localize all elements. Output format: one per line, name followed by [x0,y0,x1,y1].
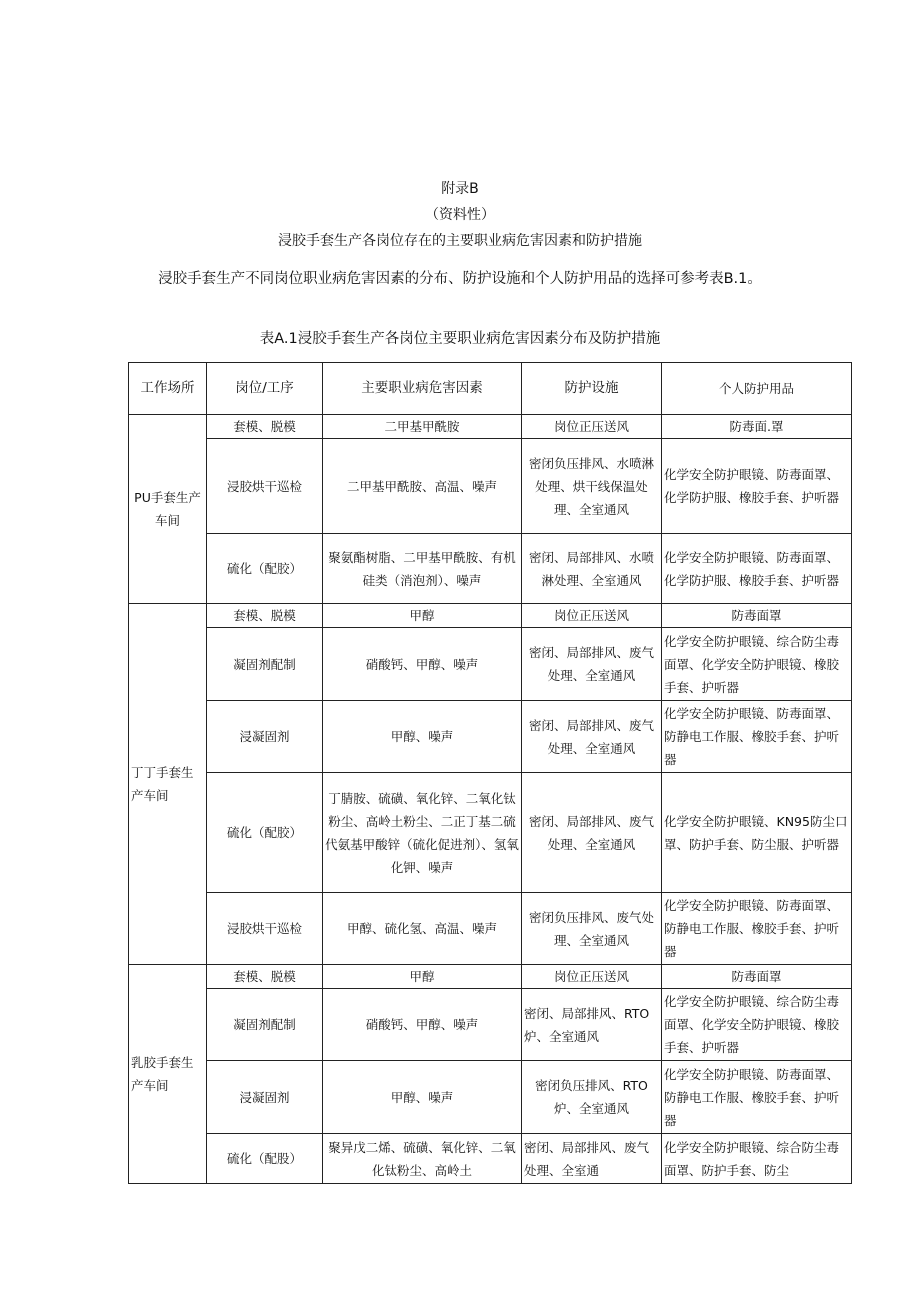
ppe-cell: 防毒面罩 [662,965,852,989]
table-row [129,1134,852,1184]
facility-cell: 密闭负压排风、RTO炉、全室通风 [522,1061,662,1134]
hazard-cell: 甲醇 [323,604,522,628]
post-cell: 浸凝固剂 [207,1061,323,1134]
post-cell: 硫化（配胶） [207,534,323,604]
ppe-cell: 化学安全防护眼镜、防毒面罩、化学防护服、橡胶手套、护听器 [662,439,852,534]
table-row [129,773,852,893]
appendix-title: 浸胶手套生产各岗位存在的主要职业病危害因素和防护措施 [278,233,642,249]
post-cell: 硫化（配股） [207,1134,323,1184]
post-cell: 凝固剂配制 [207,989,323,1061]
hazard-cell: 硝酸钙、甲醇、噪声 [323,989,522,1061]
workplace-cell: 乳胶手套生产车间 [129,965,207,1184]
ppe-cell: 防毒面.罩 [662,415,852,439]
table-header-row [129,363,852,415]
hazard-table [128,362,852,1184]
facility-cell: 岗位正压送风 [522,604,662,628]
table-row [129,701,852,773]
ppe-cell: 化学安全防护眼镜、防毒面罩、防静电工作服、橡胶手套、护听器 [662,701,852,773]
facility-cell: 密闭、局部排风、水喷淋处理、全室通风 [522,534,662,604]
facility-cell: 密闭、局部排风、废气处理、全室通风 [522,773,662,893]
hazard-cell: 硝酸钙、甲醇、噪声 [323,628,522,701]
ppe-cell: 防毒面罩 [662,604,852,628]
facility-cell: 密闭、局部排风、废气处理、全室通风 [522,701,662,773]
workplace-cell: PU手套生产车间 [129,415,207,604]
table-row [129,415,852,439]
hazard-cell: 甲醇 [323,965,522,989]
hazard-cell: 甲醇、噪声 [323,701,522,773]
appendix-nature: （资料性） [425,207,495,223]
hazard-cell: 丁腈胺、硫磺、氧化锌、二氧化钛粉尘、高岭土粉尘、二正丁基二硫代氨基甲酸锌（硫化促进剂）、氢氧化钾、噪声 [323,773,522,893]
post-cell: 浸凝固剂 [207,701,323,773]
column-header: 个人防护用品 [662,363,852,415]
intro-paragraph: 浸胶手套生产不同岗位职业病危害因素的分布、防护设施和个人防护用品的选择可参考表B.1。 [158,271,762,287]
ppe-cell: 化学安全防护眼镜、防毒面罩、化学防护服、橡胶手套、护听器 [662,534,852,604]
table-row [129,893,852,965]
table-row [129,965,852,989]
table-row [129,534,852,604]
table-title: 表A.1浸胶手套生产各岗位主要职业病危害因素分布及防护措施 [259,331,661,347]
hazard-cell: 聚氨酯树脂、二甲基甲酰胺、有机硅类（消泡剂）、噪声 [323,534,522,604]
hazard-cell: 甲醇、硫化氢、高温、噪声 [323,893,522,965]
facility-cell: 密闭、局部排风、RTO炉、全室通风 [522,989,662,1061]
facility-cell: 密闭、局部排风、废气处理、全室通风 [522,628,662,701]
hazard-cell: 聚异戊二烯、硫磺、氧化锌、二氧化钛粉尘、高岭土 [323,1134,522,1184]
hazard-cell: 二甲基甲酰胺 [323,415,522,439]
table-row [129,604,852,628]
post-cell: 凝固剂配制 [207,628,323,701]
ppe-cell: 化学安全防护眼镜、综合防尘毒面罩、化学安全防护眼镜、橡胶手套、护听器 [662,628,852,701]
ppe-cell: 化学安全防护眼镜、综合防尘毒面罩、防护手套、防尘 [662,1134,852,1184]
facility-cell: 岗位正压送风 [522,965,662,989]
workplace-cell: 丁丁手套生产车间 [129,604,207,965]
column-header: 防护设施 [522,363,662,415]
facility-cell: 密闭负压排风、废气处理、全室通风 [522,893,662,965]
table-row [129,989,852,1061]
post-cell: 套模、脱模 [207,415,323,439]
table-row [129,628,852,701]
hazard-cell: 二甲基甲酰胺、高温、噪声 [323,439,522,534]
post-cell: 套模、脱模 [207,604,323,628]
ppe-cell: 化学安全防护眼镜、KN95防尘口罩、防护手套、防尘服、护听器 [662,773,852,893]
facility-cell: 岗位正压送风 [522,415,662,439]
ppe-cell: 化学安全防护眼镜、防毒面罩、防静电工作服、橡胶手套、护听器 [662,893,852,965]
table-row [129,1061,852,1134]
ppe-cell: 化学安全防护眼镜、防毒面罩、防静电工作服、橡胶手套、护听器 [662,1061,852,1134]
post-cell: 浸胶烘干巡检 [207,893,323,965]
ppe-cell: 化学安全防护眼镜、综合防尘毒面罩、化学安全防护眼镜、橡胶手套、护听器 [662,989,852,1061]
post-cell: 套模、脱模 [207,965,323,989]
post-cell: 浸胶烘干巡检 [207,439,323,534]
appendix-label: 附录B [441,181,479,197]
facility-cell: 密闭负压排风、水喷淋处理、烘干线保温处理、全室通风 [522,439,662,534]
column-header: 主要职业病危害因素 [323,363,522,415]
hazard-cell: 甲醇、噪声 [323,1061,522,1134]
column-header: 工作场所 [129,363,207,415]
facility-cell: 密闭、局部排风、废气处理、全室通 [522,1134,662,1184]
column-header: 岗位/工序 [207,363,323,415]
post-cell: 硫化（配胶） [207,773,323,893]
table-row [129,439,852,534]
